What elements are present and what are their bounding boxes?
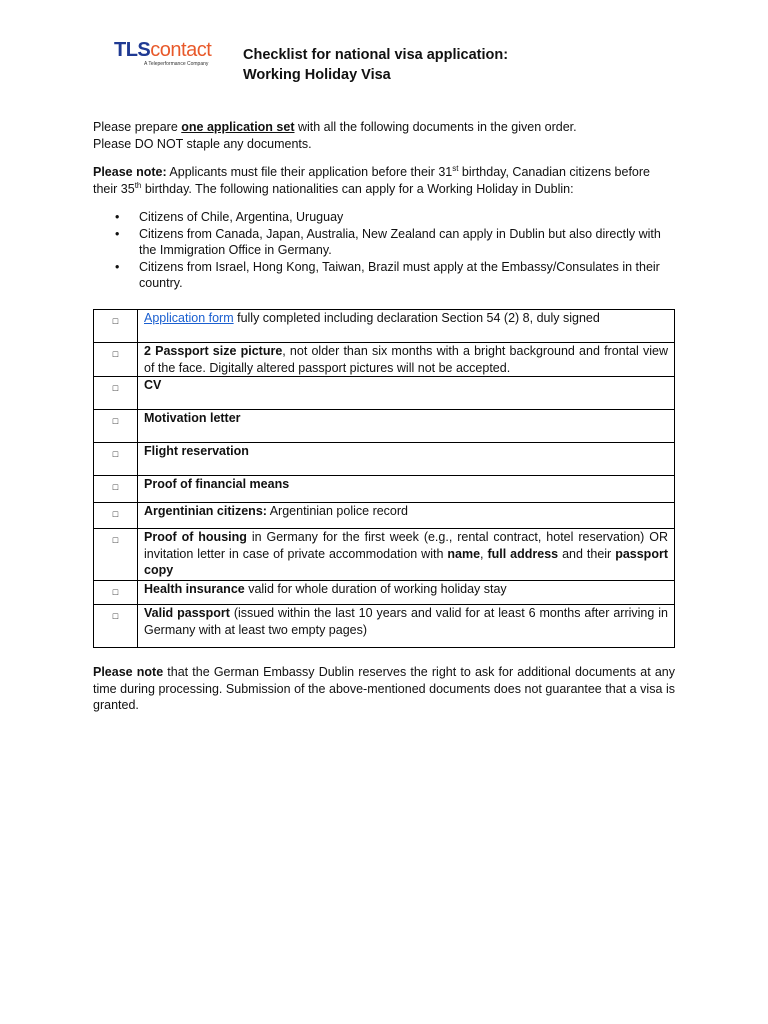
item-label: Proof of housing [144, 530, 247, 544]
checklist-item-flight-reservation [138, 443, 675, 476]
item-text: (issued within the last 10 years and valid for at least 6 months after arriving in Germany with at least two empty pages) [144, 606, 668, 637]
checklist-item-health-insurance [138, 581, 675, 605]
item-label: CV [144, 378, 162, 392]
table-row [94, 581, 675, 605]
item-label: Flight reservation [144, 444, 249, 458]
item-text-2: and their [558, 546, 616, 561]
item-separator: , [480, 546, 488, 561]
application-form-link[interactable]: Application form [144, 311, 234, 325]
item-label: Proof of financial means [144, 477, 290, 491]
checklist-item-cv [138, 377, 675, 410]
list-item: • Citizens from Canada, Japan, Australia, New Zealand can apply in Dublin but also directly with the Immigration Office in Germany. [93, 226, 675, 259]
table-row [94, 605, 675, 648]
logo-wordmark [114, 40, 211, 60]
table-row [94, 476, 675, 503]
checklist-item-proof-of-housing [138, 529, 675, 581]
item-text: in Germany for the first week (e.g., rental contract, hotel reservation) OR invitation letter in case of private accommodation with [144, 530, 669, 561]
note-sup-a: st [452, 163, 459, 173]
table-row [94, 310, 675, 343]
checklist-item-application-form [138, 310, 675, 343]
checklist-item-financial-means [138, 476, 675, 503]
item-text: fully completed including declaration Section 54 (2) 8, duly signed [233, 311, 600, 325]
checklist-item-police-record [138, 503, 675, 529]
item-bold-address: full address [487, 546, 559, 561]
item-label: Health insurance [144, 582, 245, 596]
item-text: valid for whole duration of working holiday stay [244, 582, 507, 596]
checklist-item-valid-passport [138, 605, 675, 648]
table-row [94, 529, 675, 581]
closing-note [93, 664, 675, 714]
note-text-c: birthday. The following nationalities can apply for a Working Holiday in Dublin: [141, 181, 574, 196]
checkbox[interactable]: □ [94, 343, 138, 377]
item-text: , not older than six months with a bright background and frontal view of the face. Digitally altered passport pictures will not be accepted. [144, 344, 669, 375]
intro-emphasis: one application set [181, 120, 295, 134]
nationality-list [93, 209, 675, 292]
table-row [94, 503, 675, 529]
intro-line-2: Please DO NOT staple any documents. [93, 136, 312, 151]
logo-contact: contact [150, 39, 212, 61]
eligibility-note [93, 164, 675, 197]
checklist-item-motivation-letter [138, 410, 675, 443]
list-item: • Citizens of Chile, Argentina, Uruguay [93, 209, 675, 226]
intro-suffix: with all the following documents in the given order. [294, 120, 577, 134]
table-row [94, 443, 675, 476]
note-label: Please note: [93, 165, 167, 179]
table-row [94, 343, 675, 377]
note-text-b: birthday, Canadian citizens before their 35 [93, 165, 650, 196]
list-item: • Citizens from Israel, Hong Kong, Taiwan, Brazil must apply at the Embassy/Consulates in their country. [93, 259, 675, 292]
item-bold-passport-copy: passport copy [144, 546, 668, 577]
item-label: Motivation letter [144, 411, 241, 425]
item-label: Valid passport [144, 606, 230, 620]
item-text: Argentinian police record [266, 504, 408, 518]
checkbox[interactable]: □ [94, 410, 138, 443]
closing-note-label: Please note [93, 665, 164, 679]
checkbox[interactable]: □ [94, 503, 138, 529]
checkbox[interactable]: □ [94, 310, 138, 343]
logo-tagline: A Teleperformance Company [144, 61, 209, 67]
item-label: 2 Passport size picture [144, 344, 283, 358]
checkbox[interactable]: □ [94, 529, 138, 581]
table-row [94, 410, 675, 443]
intro-prefix: Please prepare [93, 120, 182, 134]
tlscontact-logo [114, 40, 211, 67]
checkbox[interactable]: □ [94, 605, 138, 648]
logo-tls: TLS [114, 39, 151, 61]
item-label: Argentinian citizens: [144, 504, 267, 518]
checkbox[interactable]: □ [94, 581, 138, 605]
title-line-1: Checklist for national visa application: [243, 47, 509, 63]
title-line-2: Working Holiday Visa [243, 67, 391, 83]
note-text-a: Applicants must file their application before their 31 [166, 165, 453, 179]
checkbox[interactable]: □ [94, 377, 138, 410]
intro-paragraph [93, 119, 675, 152]
checklist-item-passport-picture [138, 343, 675, 377]
document-checklist [93, 309, 675, 648]
checkbox[interactable]: □ [94, 443, 138, 476]
table-row [94, 377, 675, 410]
intro-line-1 [93, 119, 675, 136]
checkbox[interactable]: □ [94, 476, 138, 503]
item-bold-name: name [447, 546, 481, 561]
page-title [243, 45, 508, 85]
closing-note-text: that the German Embassy Dublin reserves the right to ask for additional documents at any time during processing. Submission of the above-mentioned documents does not guarantee that a visa is granted. [93, 665, 675, 712]
note-sup-b: th [134, 180, 142, 190]
